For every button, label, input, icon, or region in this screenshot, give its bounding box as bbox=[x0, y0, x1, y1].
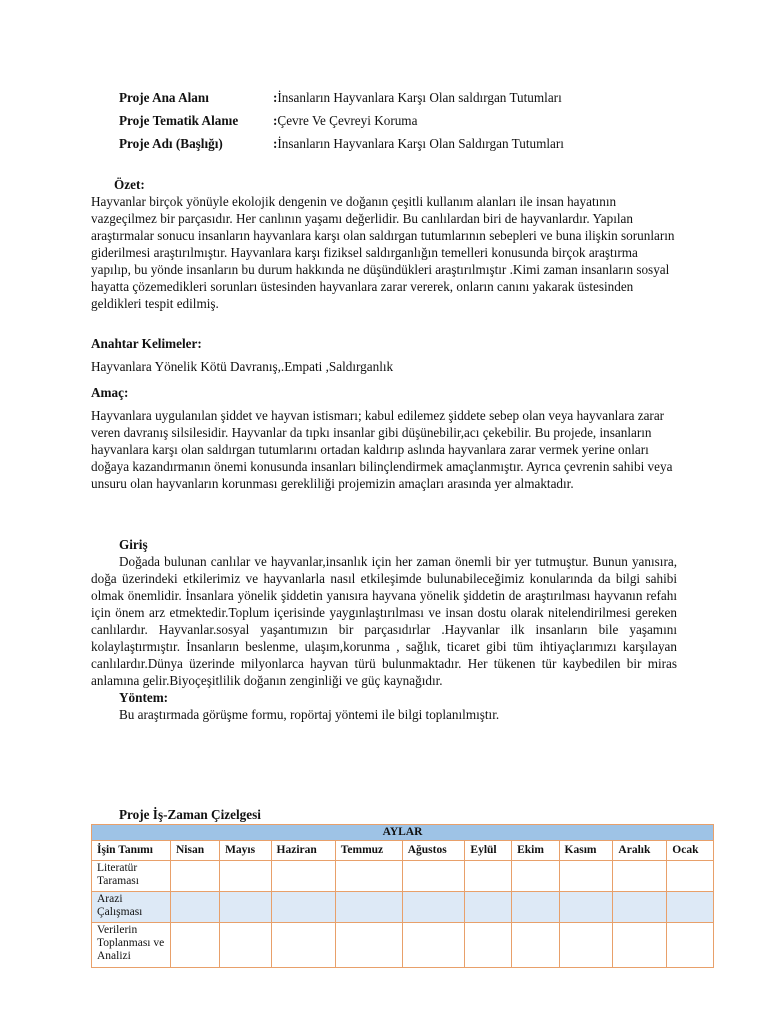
heading-amac: Amaç: bbox=[91, 385, 129, 400]
table-cell bbox=[667, 892, 714, 923]
table-cell bbox=[465, 923, 512, 968]
table-cell bbox=[512, 892, 559, 923]
column-header: Mayıs bbox=[220, 841, 271, 861]
table-row bbox=[92, 892, 714, 923]
column-header: Haziran bbox=[271, 841, 335, 861]
table-row bbox=[92, 861, 714, 892]
table-cell bbox=[171, 892, 220, 923]
meta-value: İnsanların Hayvanlara Karşı Olan Saldırgan Tutumları bbox=[277, 136, 564, 151]
heading-ozet: Özet: bbox=[114, 177, 145, 192]
heading-yontem: Yöntem: bbox=[119, 690, 169, 705]
table-cell bbox=[402, 892, 465, 923]
section-anahtar bbox=[91, 335, 677, 375]
table-cell bbox=[559, 861, 613, 892]
table-cell bbox=[220, 892, 271, 923]
meta-colon: : bbox=[273, 113, 278, 128]
table-cell bbox=[402, 861, 465, 892]
meta-row-main-area bbox=[119, 86, 719, 109]
table-cell bbox=[171, 861, 220, 892]
table-cell bbox=[559, 892, 613, 923]
column-header: Ağustos bbox=[402, 841, 465, 861]
table-row bbox=[92, 923, 714, 968]
heading-anahtar: Anahtar Kelimeler: bbox=[91, 336, 202, 351]
table-cell bbox=[271, 892, 335, 923]
table-cell bbox=[667, 861, 714, 892]
yontem-text: Bu araştırmada görüşme formu, ropörtaj yöntemi ile bilgi toplanılmıştır. bbox=[119, 707, 500, 722]
table-cell bbox=[613, 892, 667, 923]
meta-row-project-name bbox=[119, 132, 719, 155]
table-header-row bbox=[92, 841, 714, 861]
column-header: Eylül bbox=[465, 841, 512, 861]
ozet-text: Hayvanlar birçok yönüyle ekolojik dengenin ve doğanın çeşitli kullanım alanları ile insan hayatının vazgeçilmez bir parçasıdır. Her canlının yaşamı değerlidir. Bu canlılardan biri de hayvanlardır. Yapılan araştırmalar sonucu insanların hayvanlara karşı olan saldırgan tutumlarının sebepleri ve buna ilişkin sorunların giderilmesi araştırılmıştır. Hayvanlara karşı fiziksel saldırganlığın temelleri konusunda birçok araştırma yapılıp, bu yönde insanların bu durum hakkında ne düşündükleri araştırılmıştır .Kimi zaman insanların sosyal hayatta çözemedikleri sorunları üstesinden hayvanlara zarar vererek, onların canını yakarak üstesinden geldikleri tespit edilmiş. bbox=[91, 194, 675, 311]
table-cell bbox=[402, 923, 465, 968]
table-cell bbox=[465, 892, 512, 923]
task-name: Verilerin Toplanması ve Analizi bbox=[92, 923, 171, 968]
table-cell bbox=[271, 861, 335, 892]
meta-value: Çevre Ve Çevreyi Koruma bbox=[277, 113, 418, 128]
giris-text: Doğada bulunan canlılar ve hayvanlar,insanlık için her zaman önemli bir yer tutmuştur. Bunun yanısıra, doğa üzerindeki etkilerimiz ve hayvanlarla nasıl etkileşimde bulunabileceğimiz konularında da bilgi sahibi olmak önemlidir. İnsanlara yönelik şiddetin yanısıra hayvana yönelik şiddetin de araştırılması hayvanın refahı için önem arz etmektedir.Toplum içerisinde yaygınlaştırılması ve insan dostu olarak nitelendirilmesi gereken canlılardır. Hayvanlar.sosyal yaşantımızın bir parçasıdırlar .Hayvanlar ilk insanların bile yaşamını kolaylaştırmıştır. İnsanların beslenme, ulaşım,korunma , sağlık, ticaret gibi tüm ihtiyaçlarımızı karşılayan canlılardır.Dünya üzerinde milyonlarca hayvan türü bulunmaktadır. Her tükenen tür kaybedilen bir miras anlamına gelir.Biyoçeşitlilik doğanın zenginliği ve güç kaynağıdır. bbox=[91, 554, 677, 688]
meta-value: İnsanların Hayvanlara Karşı Olan saldırgan Tutumları bbox=[277, 90, 562, 105]
table-cell bbox=[465, 861, 512, 892]
meta-label: Proje Tematik Alanıe bbox=[119, 113, 239, 128]
column-header: Ekim bbox=[512, 841, 559, 861]
table-cell bbox=[335, 861, 402, 892]
section-ozet bbox=[91, 176, 677, 312]
table-cell bbox=[335, 892, 402, 923]
meta-colon: : bbox=[273, 136, 278, 151]
anahtar-text: Hayvanlara Yönelik Kötü Davranış,.Empati ,Saldırganlık bbox=[91, 359, 394, 374]
column-header: Kasım bbox=[559, 841, 613, 861]
months-group-header: AYLAR bbox=[92, 825, 714, 841]
project-meta bbox=[119, 86, 719, 155]
meta-colon: : bbox=[273, 90, 278, 105]
table-cell bbox=[559, 923, 613, 968]
table-cell bbox=[220, 861, 271, 892]
meta-label: Proje Ana Alanı bbox=[119, 90, 209, 105]
column-header: İşin Tanımı bbox=[92, 841, 171, 861]
table-cell bbox=[667, 923, 714, 968]
column-header: Ocak bbox=[667, 841, 714, 861]
section-giris bbox=[91, 536, 677, 723]
meta-label: Proje Adı (Başlığı) bbox=[119, 136, 223, 151]
task-name: Literatür Taraması bbox=[92, 861, 171, 892]
amac-text: Hayvanlara uygulanılan şiddet ve hayvan istismarı; kabul edilemez şiddete sebep olan veya hayvanlara zarar veren davranış silsilesidir. Hayvanlar da tıpkı insanlar gibi düşünebilir,acı çekebilir. Bu projede, insanların hayvanlara karşı olan saldırgan tutumlarını ortadan kaldırıp aslında hayvanlara zarar vermek yerine onları doğaya kazandırmanın önemi konusunda insanları bilinçlendirmek amaçlanmıştır. Ayrıca çevrenin sahibi veya unsuru olan hayvanların korunması gerekliliği projemizin amaçları arasında yer almaktadır. bbox=[91, 408, 673, 491]
table-cell bbox=[171, 923, 220, 968]
column-header: Temmuz bbox=[335, 841, 402, 861]
table-cell bbox=[271, 923, 335, 968]
heading-schedule: Proje İş-Zaman Çizelgesi bbox=[119, 807, 261, 822]
section-amac bbox=[91, 384, 677, 492]
table-cell bbox=[613, 923, 667, 968]
meta-row-thematic-area bbox=[119, 109, 719, 132]
heading-giris: Giriş bbox=[119, 537, 148, 552]
column-header: Aralık bbox=[613, 841, 667, 861]
task-name: Arazi Çalışması bbox=[92, 892, 171, 923]
table-cell bbox=[613, 861, 667, 892]
table-cell bbox=[512, 861, 559, 892]
schedule-table bbox=[91, 824, 714, 968]
column-header: Nisan bbox=[171, 841, 220, 861]
table-cell bbox=[512, 923, 559, 968]
table-cell bbox=[335, 923, 402, 968]
table-cell bbox=[220, 923, 271, 968]
